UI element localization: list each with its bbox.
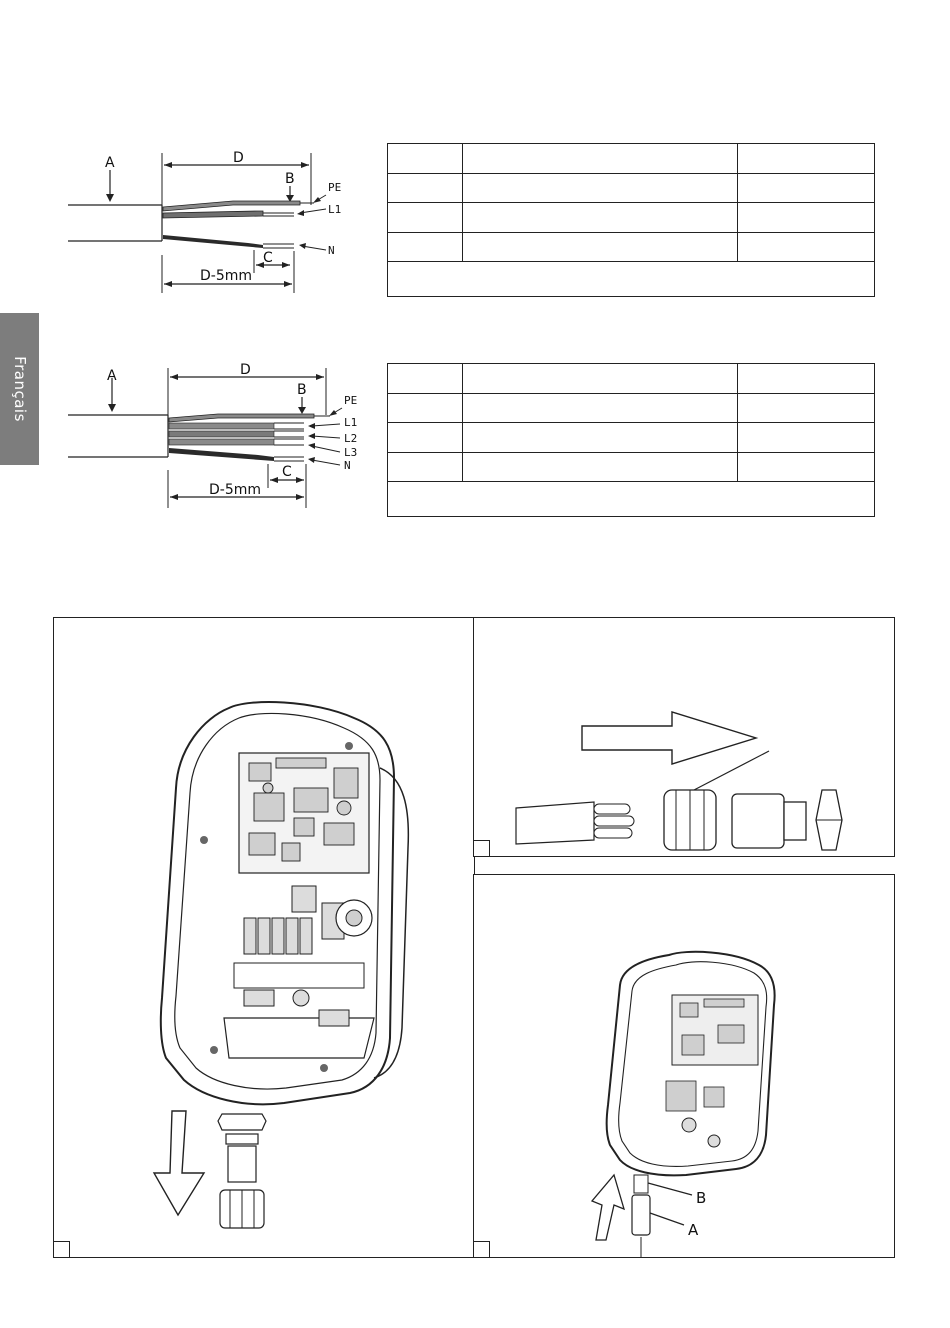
label-b: B bbox=[696, 1189, 707, 1207]
language-tab bbox=[0, 313, 39, 465]
conductor-l3: L3 bbox=[344, 446, 358, 459]
step-number-box bbox=[53, 1241, 70, 1258]
label-c: C bbox=[282, 464, 292, 480]
label-b: B bbox=[285, 171, 295, 187]
table-row bbox=[388, 144, 875, 174]
table-row bbox=[388, 173, 875, 203]
figure-panel-cable-gland bbox=[473, 617, 895, 857]
table-note-row bbox=[388, 482, 875, 517]
step-number-box bbox=[473, 1241, 490, 1258]
label-a: A bbox=[107, 368, 117, 384]
charger-cable-insertion-illustration bbox=[474, 875, 896, 1259]
table-note-row bbox=[388, 262, 875, 297]
label-d: D bbox=[240, 362, 251, 378]
step-number-box bbox=[473, 840, 490, 857]
table-row bbox=[388, 364, 875, 394]
conductor-l1: L1 bbox=[328, 203, 342, 216]
label-d-minus-5mm: D-5mm bbox=[200, 268, 253, 284]
conductor-l2: L2 bbox=[344, 432, 358, 445]
figure-panel-cable-insertion bbox=[473, 874, 895, 1258]
cable-gland-illustration bbox=[474, 618, 896, 858]
table-row bbox=[388, 393, 875, 423]
label-d: D bbox=[233, 150, 244, 166]
table-row bbox=[388, 232, 875, 262]
cable-strip-diagram-single-phase bbox=[68, 145, 368, 295]
label-b: B bbox=[297, 382, 307, 398]
label-a: A bbox=[105, 155, 115, 171]
conductor-pe: PE bbox=[328, 181, 342, 194]
spec-table-three-phase bbox=[387, 363, 875, 517]
table-row bbox=[388, 423, 875, 453]
charger-open-illustration bbox=[54, 618, 476, 1259]
conductor-n: N bbox=[328, 244, 335, 257]
cable-strip-diagram-three-phase bbox=[68, 360, 368, 510]
label-a: A bbox=[688, 1221, 699, 1239]
label-c: C bbox=[263, 250, 273, 266]
conductor-n: N bbox=[344, 459, 351, 472]
table-row bbox=[388, 452, 875, 482]
conductor-l1: L1 bbox=[344, 416, 358, 429]
language-label: Français bbox=[10, 356, 29, 422]
conductor-pe: PE bbox=[344, 394, 358, 407]
label-d-minus-5mm: D-5mm bbox=[209, 482, 262, 498]
spec-table-single-phase bbox=[387, 143, 875, 297]
table-row bbox=[388, 203, 875, 233]
figure-panel-gland-removal bbox=[53, 617, 475, 1258]
